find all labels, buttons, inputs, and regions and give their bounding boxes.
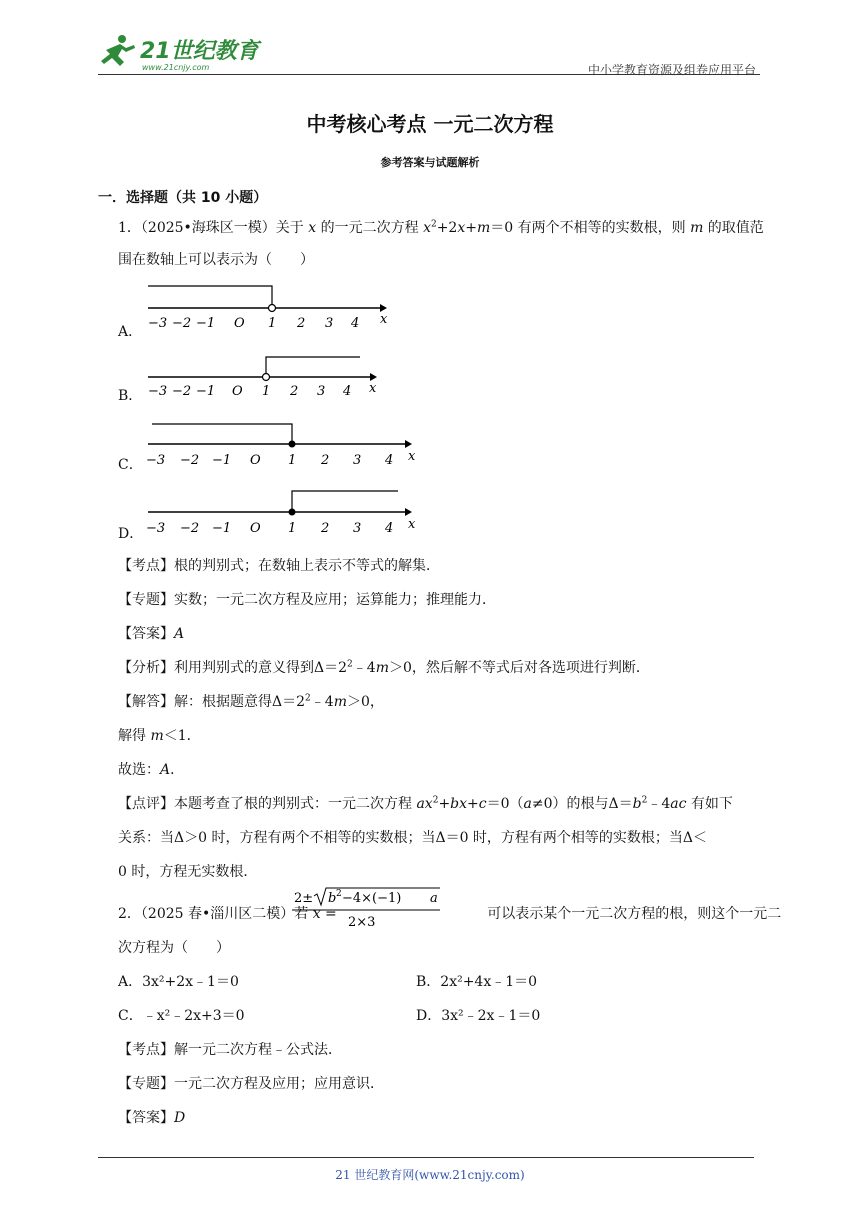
q2-fraction [290,886,442,934]
q1-eq-sup: 2 [430,219,437,230]
zhuanti-label: 【专题】 [118,1076,174,1092]
tick-label: O [250,521,261,536]
open-point [269,305,276,312]
q1-stem-text: 的取值范 [703,220,764,236]
tick-label: 4 [385,453,394,468]
q2-daan [118,1108,185,1128]
axis-arrow [370,373,377,381]
dianping-var: ax [416,796,433,812]
q1-eq-x: x [457,220,466,236]
tick-label: 1 [268,316,277,331]
tick-label: 4 [351,316,360,331]
dianping-text: 有如下 [686,796,733,812]
q1-eq-part: +2 [436,220,458,236]
dianping-var: bx [450,796,468,812]
zhuanti-text: 一元二次方程及应用；应用意识． [174,1076,384,1092]
axis-x-label: x [380,312,388,327]
q2-option-a[interactable]: A．3x²+2x﹣1＝0 [118,974,239,990]
jiede-var-m: m [150,728,164,744]
tick-label: 1 [262,384,271,399]
q1-dianping-line3: 0 时，方程无实数根． [118,864,258,880]
axis-x-label: x [408,517,416,532]
fenxi-sup: 2 [347,659,353,670]
jieda-text: ＞0， [346,694,384,710]
fenxi-text: ＞0，然后解不等式后对各选项进行判断． [388,660,650,676]
q1-eq-x: x [423,220,431,236]
jieda-text: ﹣4 [310,694,334,710]
dianping-var: b [632,796,642,812]
tick-label: −1 [212,453,232,468]
dianping-text: ﹣4 [647,796,671,812]
jieda-var-m: m [333,694,347,710]
tick-label: −2 [172,316,192,331]
q1-jiede [118,726,201,746]
q1-option-c-numberline[interactable] [140,418,430,476]
tick-label: −2 [180,453,200,468]
tick-label: −1 [196,316,216,331]
dianping-text: 本题考查了根的判别式：一元二次方程 [174,796,417,812]
q1-eq-m: m [476,220,491,236]
footer-rule [98,1157,754,1158]
fraction-sup: 2 [336,889,342,899]
axis-x-label: x [408,449,416,464]
dianping-sup: 2 [641,795,648,806]
footer-link[interactable]: 21 世纪教育网(www.21cnjy.com) [335,1168,525,1182]
site-logo [96,30,266,74]
tick-label: −1 [212,521,232,536]
q1-dianping-line2: 关系：当Δ＞0 时，方程有两个不相等的实数根；当Δ＝0 时，方程有两个相等的实数根；当Δ＜ [118,830,708,846]
logo-text: 21世纪教育 [140,39,259,64]
q2-equals: = [320,906,342,922]
fraction-var-b: b [328,891,337,906]
tick-label: 3 [353,521,362,536]
q2-stem-line1 [118,904,781,924]
dianping-text: ≠0）的根与Δ＝ [531,796,633,812]
q1-eq-part: ＝0 有两个不相等的实数根，则 [490,220,691,236]
open-point [263,374,270,381]
solution-ray [148,286,272,308]
tick-label: −1 [196,384,216,399]
q1-kaodian [118,556,440,576]
q1-fenxi [118,658,650,678]
q1-stem-line2: 围在数轴上可以表示为（ ） [118,252,314,268]
tick-label: 1 [288,521,297,536]
runner-icon [101,35,135,66]
jiede-text: ＜1． [163,728,201,744]
header-right-text: 中小学教育资源及组卷应用平台 [587,63,756,77]
tick-label: 2 [321,521,330,536]
page-title: 中考核心考点 一元二次方程 [306,112,554,136]
closed-point [289,509,296,516]
header-rule [98,74,760,75]
tick-label: O [232,384,243,399]
daan-text: A [174,626,185,642]
tick-label: 1 [288,453,297,468]
fenxi-text: ﹣4 [352,660,376,676]
tick-label: 2 [290,384,299,399]
jieda-text: 解：根据题意得Δ＝2 [174,694,306,710]
tick-label: −3 [148,384,168,399]
solution-ray [152,424,292,444]
tick-label: 2 [321,453,330,468]
axis-arrow [405,440,412,448]
q1-dianping-line1 [118,794,733,814]
q1-var-m: m [690,220,704,236]
kaodian-text: 解一元二次方程﹣公式法． [174,1042,342,1058]
jieda-sup: 2 [305,693,311,704]
tick-label: 3 [317,384,326,399]
q1-stem-line1 [118,218,764,238]
dianping-var: a [523,796,532,812]
zhuanti-label: 【专题】 [118,592,174,608]
tick-label: −3 [148,316,168,331]
dianping-var: ac [670,796,687,812]
daan-text: D [174,1110,186,1126]
kaodian-text: 根的判别式；在数轴上表示不等式的解集． [174,558,440,574]
q1-guxuan [118,760,184,780]
q1-option-b-label[interactable]: B． [118,388,143,404]
q1-option-d-numberline[interactable] [140,485,430,543]
q1-daan [118,624,184,644]
axis-arrow [405,508,412,516]
q1-var-x: x [308,220,317,236]
kaodian-label: 【考点】 [118,558,174,574]
tick-label: 4 [343,384,352,399]
q2-option-d[interactable]: D．3x²﹣2x﹣1＝0 [416,1008,541,1024]
fenxi-text: 利用判别式的意义得到Δ＝2 [174,660,348,676]
q2-stem-line2: 次方程为（ ） [118,940,230,956]
daan-label: 【答案】 [118,1110,174,1126]
jieda-label: 【解答】 [118,694,174,710]
dianping-sup: 2 [432,795,439,806]
guxuan-text: 故选： [118,762,160,778]
closed-point [289,441,296,448]
tick-label: O [250,453,261,468]
fraction-var-a: a [430,891,438,906]
logo-url: www.21cnjy.com [142,63,210,72]
guxuan-answer: A [160,762,171,778]
q1-option-b-numberline[interactable] [140,352,400,407]
dianping-text: + [467,796,479,812]
axis-x-label: x [369,381,377,396]
jiede-text: 解得 [118,728,151,744]
q1-stem-text: 1．（2025•海珠区一模）关于 [118,220,309,236]
q2-kaodian [118,1040,342,1060]
daan-label: 【答案】 [118,626,174,642]
tick-label: 2 [297,316,306,331]
axis-arrow [380,304,387,312]
q1-option-a-numberline[interactable] [140,280,400,340]
q1-eq-part: + [465,220,477,236]
tick-label: 3 [353,453,362,468]
q1-option-a-label[interactable]: A． [118,324,143,340]
section-heading: 一．选择题（共 10 小题） [98,190,268,206]
page-subtitle: 参考答案与试题解析 [380,156,480,169]
tick-label: −3 [146,521,166,536]
q1-stem-text: 的一元二次方程 [316,220,424,236]
tick-label: 4 [385,521,394,536]
q1-jieda [118,692,384,712]
q1-option-d-label[interactable]: D． [118,526,144,542]
q2-stem-text: 2．（2025 春•淄川区二模）若 [118,906,313,922]
tick-label: −2 [172,384,192,399]
dianping-text: ＝0（ [486,796,524,812]
fenxi-label: 【分析】 [118,660,174,676]
fraction-denominator: 2×3 [348,915,376,930]
solution-ray [292,491,398,512]
fenxi-var-m: m [375,660,389,676]
dianping-text: + [438,796,451,812]
q2-zhuanti [118,1074,384,1094]
tick-label: −2 [180,521,200,536]
q2-option-b[interactable]: B．2x²+4x﹣1＝0 [416,974,538,990]
kaodian-label: 【考点】 [118,1042,174,1058]
fraction-numerator-text: −4×(−1) [342,891,402,906]
tick-label: 3 [325,316,334,331]
dianping-label: 【点评】 [118,796,174,812]
guxuan-text: ． [170,762,185,778]
q2-var-x: x [312,906,321,922]
tick-label: O [234,316,245,331]
fraction-numerator-text: 2± [294,891,314,906]
q2-stem-text: 可以表示某个一元二次方程的根，则这个一元二 [487,906,782,922]
q1-zhuanti [118,590,496,610]
zhuanti-text: 实数；一元二次方程及应用；运算能力；推理能力． [174,592,496,608]
dianping-var: c [478,796,487,812]
q1-option-c-label[interactable]: C． [118,457,143,473]
tick-label: −3 [146,453,166,468]
q2-option-c[interactable]: C．﹣x²﹣2x+3＝0 [118,1008,245,1024]
solution-ray [266,357,360,377]
